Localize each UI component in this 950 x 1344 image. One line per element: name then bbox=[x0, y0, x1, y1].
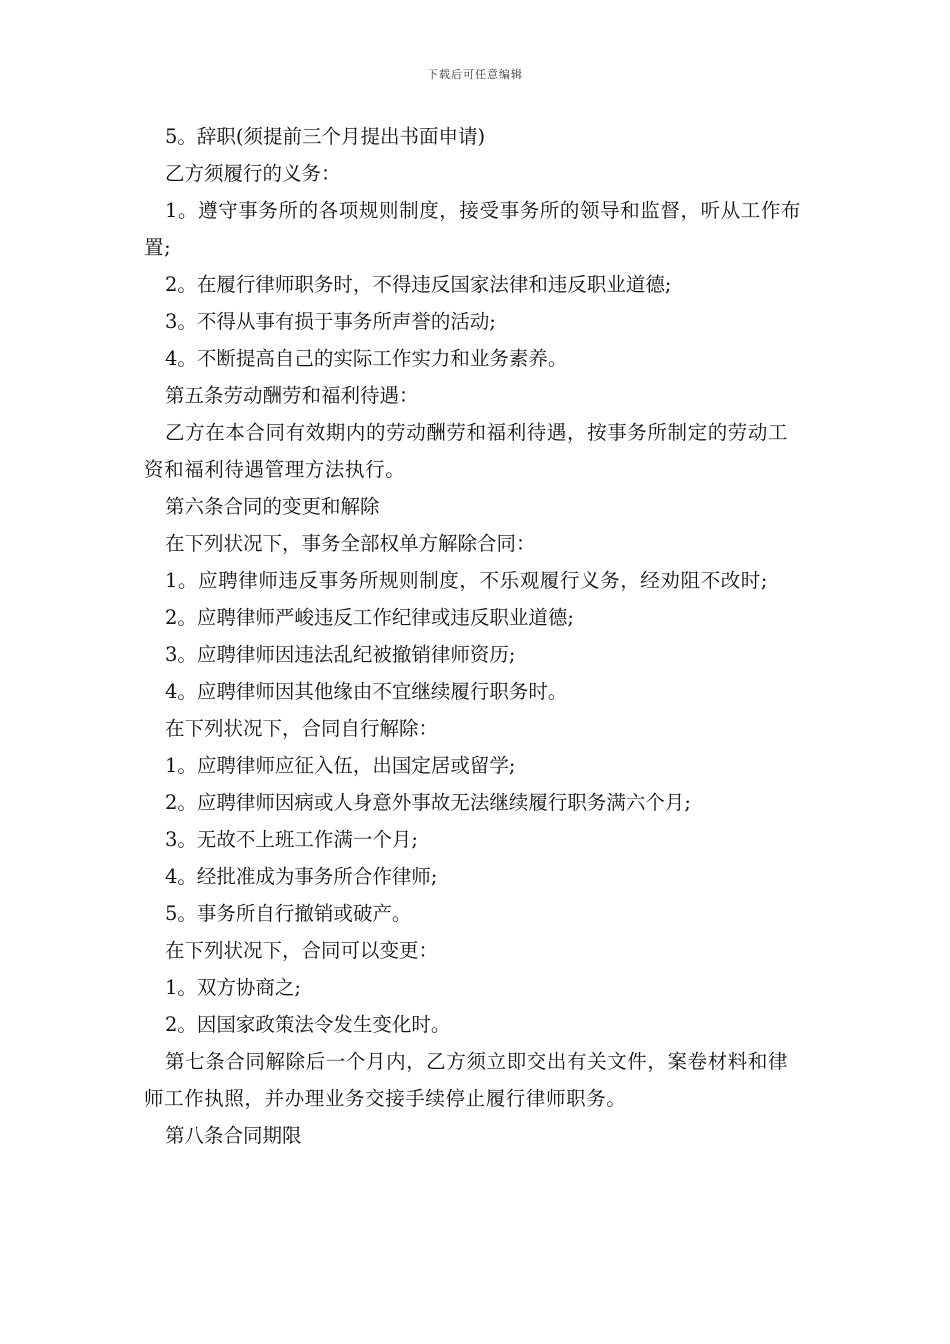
automatic-termination-3: 3。无故不上班工作满一个月; bbox=[165, 828, 418, 851]
article-7-body: 第七条合同解除后一个月内，乙方须立即交出有关文件，案卷材料和律师工作执照，并办理业务交接手续停止履行律师职务。 bbox=[144, 1050, 789, 1110]
automatic-termination-4: 4。经批准成为事务所合作律师; bbox=[165, 865, 438, 888]
unilateral-termination-2: 2。应聘律师严峻违反工作纪律或违反职业道德; bbox=[165, 606, 574, 629]
contract-change-1: 1。双方协商之; bbox=[165, 976, 301, 999]
paragraph-obligation-1: 1。遵守事务所的各项规则制度，接受事务所的领导和监督，听从工作布置; bbox=[144, 199, 802, 259]
unilateral-termination-3: 3。应聘律师因违法乱纪被撤销律师资历; bbox=[165, 643, 516, 666]
article-5-body: 乙方在本合同有效期内的劳动酬劳和福利待遇，按事务所制定的劳动工资和福利待遇管理方法执行。 bbox=[144, 421, 789, 481]
automatic-termination-2: 2。应聘律师因病或人身意外事故无法继续履行职务满六个月; bbox=[165, 791, 691, 814]
automatic-termination-heading: 在下列状况下，合同自行解除： bbox=[165, 717, 439, 740]
page-header: 下载后可任意编辑 bbox=[427, 68, 523, 81]
automatic-termination-1: 1。应聘律师应征入伍，出国定居或留学; bbox=[165, 754, 516, 777]
contract-change-heading: 在下列状况下，合同可以变更： bbox=[165, 939, 439, 962]
paragraph-obligation-3: 3。不得从事有损于事务所声誉的活动; bbox=[165, 310, 496, 333]
article-8-heading: 第八条合同期限 bbox=[165, 1124, 302, 1147]
paragraph-obligation-4: 4。不断提高自己的实际工作实力和业务素养。 bbox=[165, 347, 568, 370]
paragraph-obligations-heading: 乙方须履行的义务： bbox=[165, 162, 341, 185]
unilateral-termination-1: 1。应聘律师违反事务所规则制度，不乐观履行义务，经劝阻不改时; bbox=[165, 569, 769, 592]
document-body bbox=[144, 118, 808, 1154]
paragraph-resignation: 5。辞职(须提前三个月提出书面申请) bbox=[165, 125, 486, 148]
article-5-heading: 第五条劳动酬劳和福利待遇： bbox=[165, 384, 419, 407]
unilateral-termination-heading: 在下列状况下，事务全部权单方解除合同： bbox=[165, 532, 536, 555]
article-6-heading: 第六条合同的变更和解除 bbox=[165, 495, 380, 518]
automatic-termination-5: 5。事务所自行撤销或破产。 bbox=[165, 902, 412, 925]
unilateral-termination-4: 4。应聘律师因其他缘由不宜继续履行职务时。 bbox=[165, 680, 568, 703]
paragraph-obligation-2: 2。在履行律师职务时，不得违反国家法律和违反职业道德; bbox=[165, 273, 672, 296]
contract-change-2: 2。因国家政策法令发生变化时。 bbox=[165, 1013, 451, 1036]
